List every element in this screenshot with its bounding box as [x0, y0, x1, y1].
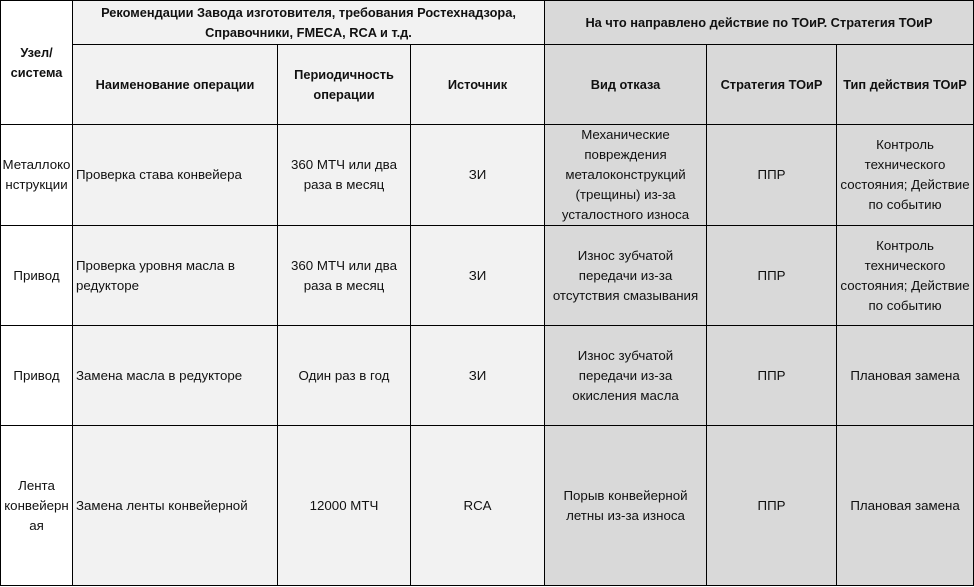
cell-action: Плановая замена: [837, 426, 974, 586]
table-row: [1, 326, 974, 426]
cell-action: Контроль технического состояния; Действие по событию: [837, 226, 974, 326]
cell-source: ЗИ: [411, 125, 545, 226]
cell-operation: Замена ленты конвейерной: [73, 426, 278, 586]
cell-operation: Проверка уровня масла в редукторе: [73, 226, 278, 326]
cell-frequency: 360 МТЧ или два раза в месяц: [278, 226, 411, 326]
cell-frequency: 12000 МТЧ: [278, 426, 411, 586]
cell-strategy: ППР: [707, 426, 837, 586]
cell-failure: Износ зубчатой передачи из-за отсутствия смазывания: [545, 226, 707, 326]
cell-strategy: ППР: [707, 326, 837, 426]
cell-operation: Замена масла в редукторе: [73, 326, 278, 426]
cell-frequency: Один раз в год: [278, 326, 411, 426]
cell-unit: Привод: [1, 226, 73, 326]
header-strategy: Стратегия ТОиР: [707, 45, 837, 125]
cell-strategy: ППР: [707, 226, 837, 326]
header-source: Источник: [411, 45, 545, 125]
header-action: Тип действия ТОиР: [837, 45, 974, 125]
cell-unit: Лента конвейерная: [1, 426, 73, 586]
header-group-source: Рекомендации Завода изготовителя, требования Ростехнадзора, Справочники, FMECA, RCA и т.д.: [73, 1, 545, 45]
header-frequency: Периодичность операции: [278, 45, 411, 125]
cell-frequency: 360 МТЧ или два раза в месяц: [278, 125, 411, 226]
header-group-strategy: На что направлено действие по ТОиР. Стратегия ТОиР: [545, 1, 974, 45]
header-operation: Наименование операции: [73, 45, 278, 125]
cell-strategy: ППР: [707, 125, 837, 226]
cell-unit: Привод: [1, 326, 73, 426]
cell-failure: Механические повреждения металоконструкций (трещины) из-за усталостного износа: [545, 125, 707, 226]
cell-source: ЗИ: [411, 326, 545, 426]
table-row: [1, 226, 974, 326]
cell-failure: Порыв конвейерной летны из-за износа: [545, 426, 707, 586]
header-unit: Узел/система: [1, 1, 73, 125]
cell-source: ЗИ: [411, 226, 545, 326]
cell-source: RCA: [411, 426, 545, 586]
cell-action: Контроль технического состояния; Действие по событию: [837, 125, 974, 226]
header-failure: Вид отказа: [545, 45, 707, 125]
cell-unit: Металлоконструкции: [1, 125, 73, 226]
cell-operation: Проверка става конвейера: [73, 125, 278, 226]
cell-failure: Износ зубчатой передачи из-за окисления масла: [545, 326, 707, 426]
table-row: [1, 426, 974, 586]
table-row: [1, 125, 974, 226]
cell-action: Плановая замена: [837, 326, 974, 426]
